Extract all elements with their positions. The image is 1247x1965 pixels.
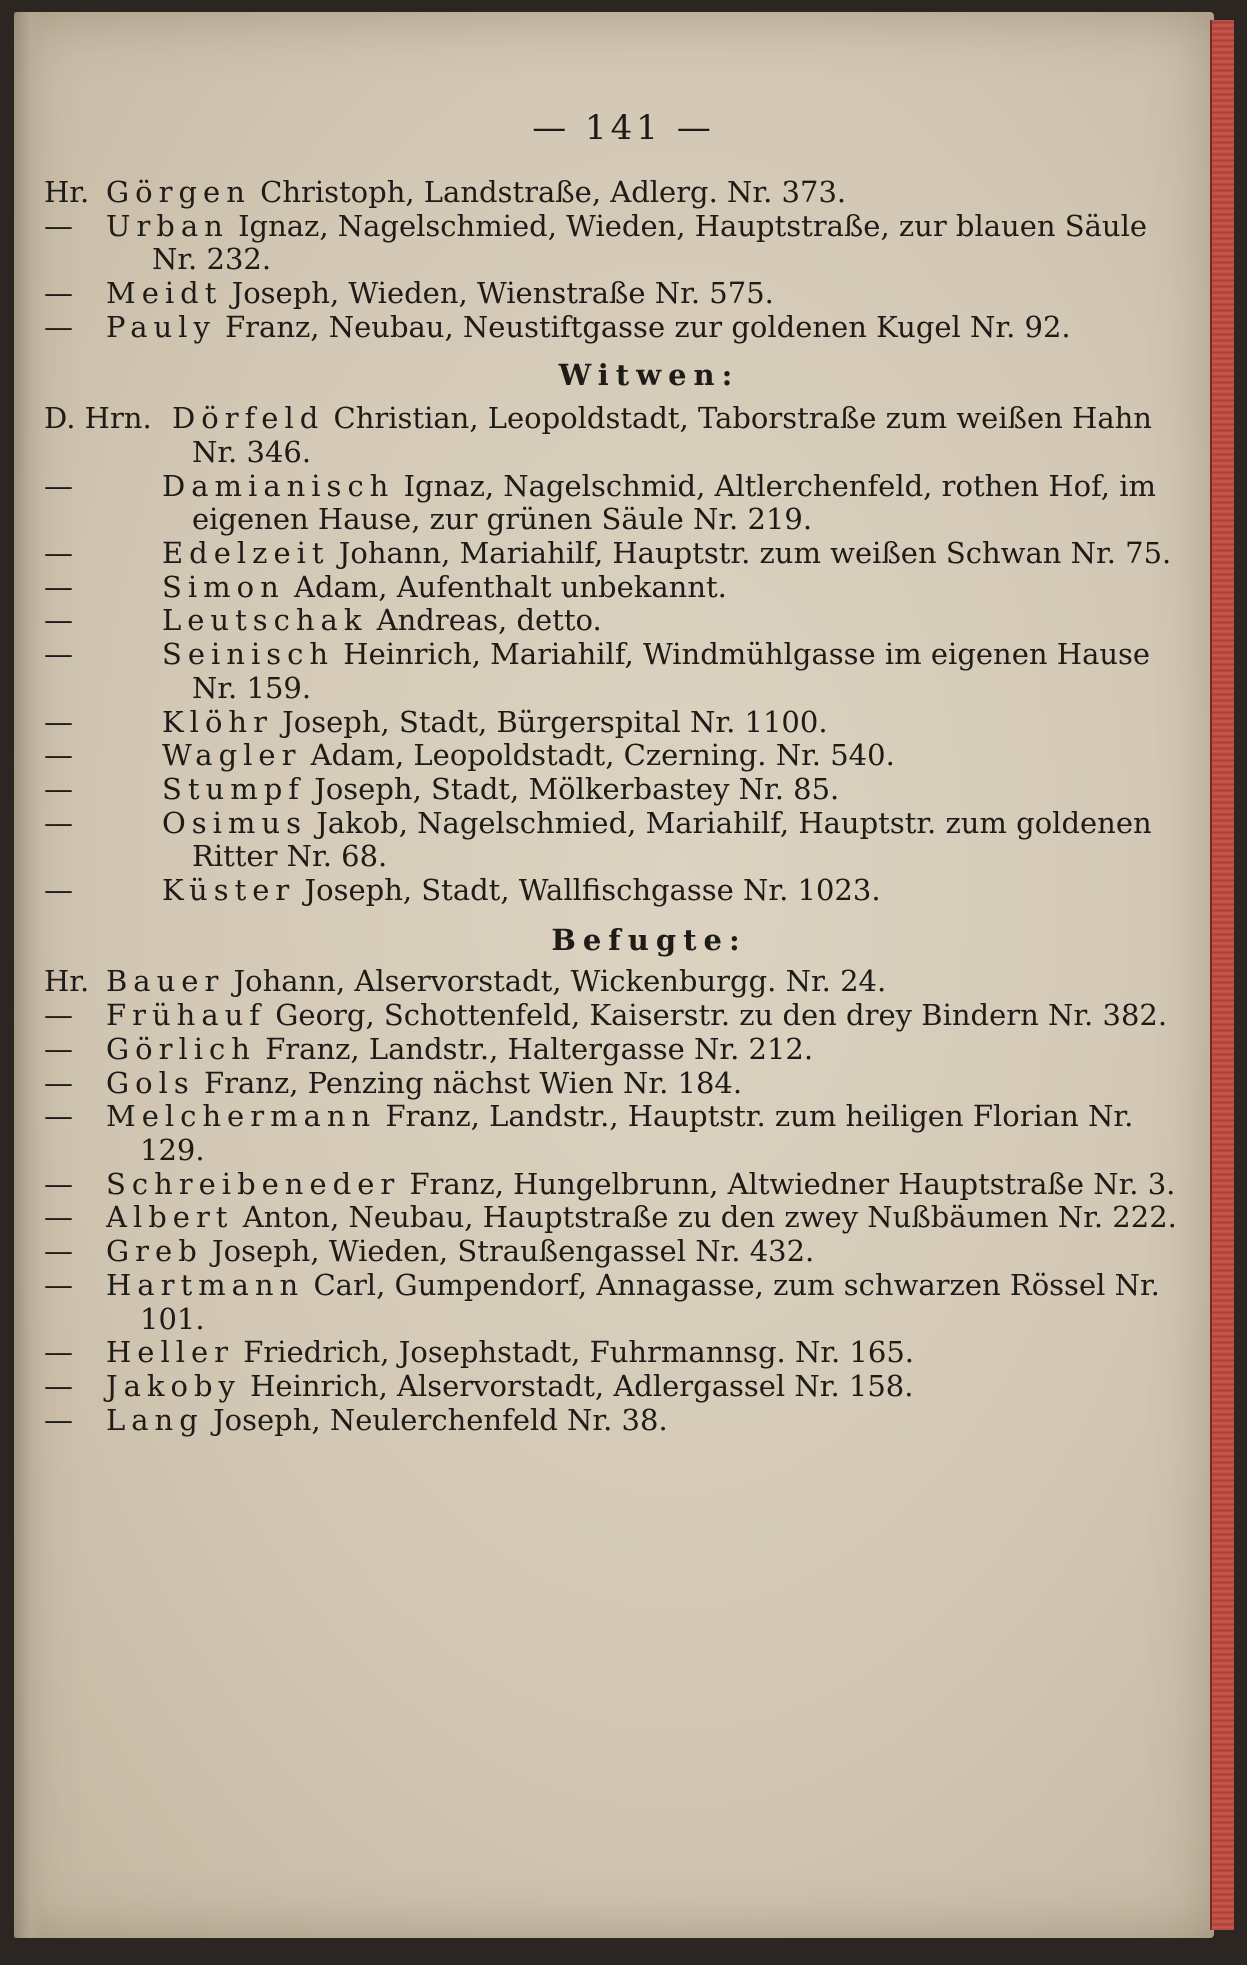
entry-surname: Wagler (162, 738, 302, 773)
list-item (44, 402, 1194, 469)
entry-prefix: — (44, 704, 73, 739)
entry-prefix: Hr. (44, 175, 90, 209)
list-item (44, 1033, 1194, 1067)
entry-details: Johann, Mariahilf, Hauptstr. zum weißen Schwan Nr. 75. (338, 536, 1172, 571)
entry-text (44, 1235, 1194, 1269)
entry-surname: Greb (106, 1234, 203, 1269)
entry-surname: Küster (162, 873, 296, 908)
list-item (44, 176, 1194, 210)
entry-text (44, 1201, 1194, 1235)
entry-details: Anton, Neubau, Hauptstraße zu den zwey Nußbäumen Nr. 222. (242, 1200, 1177, 1235)
entry-text (44, 402, 1194, 469)
list-item (44, 1201, 1194, 1235)
entry-surname: Dörfeld (172, 401, 325, 436)
entry-surname: Schreibeneder (106, 1166, 401, 1201)
entry-details: Joseph, Stadt, Bürgerspital Nr. 1100. (282, 704, 828, 739)
entry-prefix: — (44, 1234, 73, 1269)
entry-surname: Edelzeit (162, 536, 330, 571)
entry-text (44, 1370, 1194, 1404)
list-item (44, 537, 1194, 571)
list-item (44, 1336, 1194, 1370)
list-item (44, 999, 1194, 1033)
entry-text (44, 470, 1194, 537)
entry-text (44, 604, 1194, 638)
entry-list-befugte (44, 965, 1194, 1437)
entry-prefix: — (44, 1166, 73, 1201)
entry-details: Franz, Landstr., Haltergasse Nr. 212. (265, 1031, 814, 1066)
red-page-edge (1210, 20, 1234, 1930)
entry-details: Andreas, detto. (376, 603, 602, 638)
entry-prefix: — (44, 637, 73, 672)
entry-text (44, 571, 1194, 605)
entry-text (44, 311, 1194, 345)
entry-details: Christian, Leopoldstadt, Taborstraße zum weißen Hahn Nr. 346. (192, 401, 1152, 469)
entry-details: Joseph, Stadt, Wallfischgasse Nr. 1023. (304, 873, 881, 908)
entry-text (44, 874, 1194, 908)
entry-prefix: — (44, 536, 73, 571)
entry-text (44, 277, 1194, 311)
entry-text (44, 773, 1194, 807)
entry-surname: Seinisch (162, 637, 335, 672)
entry-details: Heinrich, Mariahilf, Windmühlgasse im eigenen Hause Nr. 159. (192, 637, 1151, 705)
entry-text (44, 1404, 1194, 1438)
list-item (44, 277, 1194, 311)
entry-surname: Bauer (106, 964, 225, 999)
entry-surname: Pauly (106, 309, 216, 344)
entry-prefix: — (44, 738, 73, 773)
entry-prefix: — (44, 603, 73, 638)
entry-text (44, 1336, 1194, 1370)
entry-prefix: — (44, 873, 73, 908)
entry-text (44, 638, 1194, 705)
entry-prefix: — (44, 1065, 73, 1100)
entry-details: Johann, Alservorstadt, Wickenburgg. Nr. 24. (233, 964, 887, 999)
entry-prefix: — (44, 1402, 73, 1437)
entry-text (44, 999, 1194, 1033)
entry-surname: Albert (106, 1200, 234, 1235)
entry-surname: Görgen (106, 175, 251, 209)
entry-prefix: — (44, 771, 73, 806)
entry-text (44, 1168, 1194, 1202)
entry-text (44, 176, 1194, 210)
entry-surname: Lang (106, 1402, 204, 1437)
list-item (44, 773, 1194, 807)
entry-prefix: — (44, 1335, 73, 1370)
entry-text (44, 210, 1194, 277)
list-item (44, 874, 1194, 908)
entry-prefix: D. Hrn. (44, 401, 152, 436)
list-item (44, 571, 1194, 605)
list-item (44, 638, 1194, 705)
entry-prefix: — (44, 1031, 73, 1066)
section-heading-witwen: Witwen: (558, 357, 740, 392)
entry-details: Franz, Neubau, Neustiftgasse zur goldenen Kugel Nr. 92. (225, 309, 1071, 344)
page-number: — 141 — (532, 108, 715, 148)
entry-details: Heinrich, Alservorstadt, Adlergassel Nr. 158. (250, 1368, 914, 1403)
list-item (44, 210, 1194, 277)
list-item (44, 1370, 1194, 1404)
entry-surname: Damianisch (162, 468, 395, 503)
entry-details: Christoph, Landstraße, Adlerg. Nr. 373. (260, 175, 847, 209)
entry-surname: Heller (106, 1335, 235, 1370)
entry-prefix: — (44, 1267, 73, 1302)
entry-text (44, 1100, 1194, 1167)
list-item (44, 807, 1194, 874)
entry-details: Friedrich, Josephstadt, Fuhrmannsg. Nr. 165. (243, 1335, 915, 1370)
entry-details: Jakob, Nagelschmied, Mariahilf, Hauptstr. zum goldenen Ritter Nr. 68. (192, 805, 1152, 874)
page-content (44, 176, 1194, 1437)
list-item (44, 311, 1194, 345)
entry-details: Adam, Aufenthalt unbekannt. (294, 569, 727, 604)
entry-details: Franz, Hungelbrunn, Altwiedner Hauptstraße Nr. 3. (409, 1166, 1176, 1201)
entry-prefix: — (44, 569, 73, 604)
entry-details: Franz, Landstr., Hauptstr. zum heiligen Florian Nr. 129. (140, 1099, 1134, 1167)
entry-details: Carl, Gumpendorf, Annagasse, zum schwarzen Rössel Nr. 101. (140, 1267, 1160, 1336)
entry-details: Joseph, Neulerchenfeld Nr. 38. (213, 1402, 668, 1437)
entry-surname: Görlich (106, 1031, 256, 1066)
entry-surname: Melchermann (106, 1099, 377, 1134)
entry-text (44, 706, 1194, 740)
entry-details: Georg, Schottenfeld, Kaiserstr. zu den drey Bindern Nr. 382. (275, 998, 1168, 1033)
list-item (44, 470, 1194, 537)
list-item (44, 1269, 1194, 1336)
entry-surname: Urban (106, 208, 229, 243)
entry-surname: Jakoby (106, 1368, 241, 1403)
entry-surname: Meidt (106, 276, 223, 311)
list-item (44, 1235, 1194, 1269)
entry-prefix: — (44, 468, 73, 503)
entry-prefix: — (44, 998, 73, 1033)
list-item (44, 706, 1194, 740)
list-item (44, 1404, 1194, 1438)
entry-prefix: — (44, 1099, 73, 1134)
entry-details: Franz, Penzing nächst Wien Nr. 184. (204, 1065, 743, 1100)
entry-details: Joseph, Wieden, Wienstraße Nr. 575. (231, 276, 774, 311)
entry-list-witwen (44, 402, 1194, 908)
entry-text (44, 965, 1194, 999)
section-heading-befugte: Befugte: (551, 922, 747, 957)
entry-text (44, 537, 1194, 571)
entry-text (44, 739, 1194, 773)
entry-surname: Gols (106, 1065, 195, 1100)
entry-details: Joseph, Stadt, Mölkerbastey Nr. 85. (314, 771, 840, 806)
entry-surname: Klöhr (162, 704, 273, 739)
entry-prefix: — (44, 309, 73, 344)
entry-surname: Hartmann (106, 1267, 305, 1302)
list-item (44, 604, 1194, 638)
entry-prefix: — (44, 1200, 73, 1235)
list-item (44, 1100, 1194, 1167)
entry-text (44, 1067, 1194, 1101)
entry-surname: Osimus (162, 805, 307, 840)
list-item (44, 1067, 1194, 1101)
page-gutter (14, 12, 42, 1938)
entry-prefix: — (44, 805, 73, 840)
entry-prefix: — (44, 276, 73, 311)
list-item (44, 965, 1194, 999)
list-item (44, 739, 1194, 773)
entry-text (44, 1269, 1194, 1336)
entry-text (44, 1033, 1194, 1067)
entry-surname: Simon (162, 569, 285, 604)
entry-surname: Leutschak (162, 603, 368, 638)
entry-details: Adam, Leopoldstadt, Czerning. Nr. 540. (310, 738, 895, 773)
entry-prefix: — (44, 1368, 73, 1403)
entry-details: Ignaz, Nagelschmid, Altlerchenfeld, rothen Hof, im eigenen Hause, zur grünen Säule Nr. 219. (192, 468, 1156, 537)
entry-surname: Frühauf (106, 998, 267, 1033)
entry-list-top (44, 176, 1194, 345)
entry-surname: Stumpf (162, 771, 305, 806)
entry-prefix: — (44, 208, 73, 243)
entry-text (44, 807, 1194, 874)
list-item (44, 1168, 1194, 1202)
entry-details: Joseph, Wieden, Straußengassel Nr. 432. (211, 1234, 815, 1269)
entry-details: Ignaz, Nagelschmied, Wieden, Hauptstraße, zur blauen Säule Nr. 232. (152, 208, 1148, 277)
entry-prefix: Hr. (44, 964, 90, 999)
